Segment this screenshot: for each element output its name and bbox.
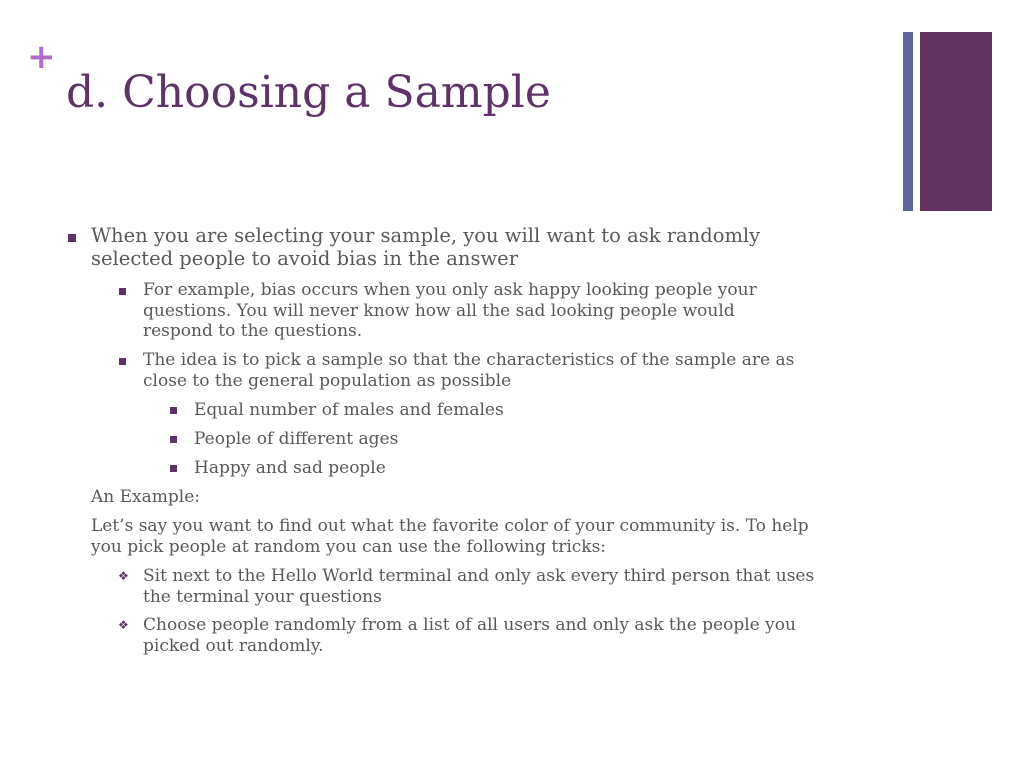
square-bullet-icon — [170, 436, 177, 443]
trick-item-text: Choose people randomly from a list of all users and only ask the people you picked out randomly. — [143, 615, 796, 656]
trick-item-text: Sit next to the Hello World terminal and only ask every third person that uses the terminal your questions — [143, 566, 815, 607]
square-bullet-icon — [119, 358, 126, 365]
diamond-bullet-icon: ❖ — [118, 618, 129, 632]
list-item-text: People of different ages — [194, 429, 399, 449]
bullet-sub-bias-text: For example, bias occurs when you only ask happy looking people your questions. You will never know how all the sad looking people would respond to the questions. — [143, 280, 757, 341]
bullet-main-text: When you are selecting your sample, you will want to ask randomly selected people to avoid bias in the answer — [91, 224, 761, 270]
square-bullet-icon — [68, 234, 76, 242]
diamond-bullet-icon: ❖ — [118, 569, 129, 583]
list-item-text: Equal number of males and females — [194, 400, 504, 420]
bullet-sub-idea-text: The idea is to pick a sample so that the characteristics of the sample are as close to the general population as possible — [143, 350, 795, 391]
plus-sign-icon: + — [27, 37, 56, 77]
decorative-bar-thick — [920, 32, 992, 211]
list-item-text: Happy and sad people — [194, 458, 386, 478]
decorative-bar-thin — [903, 32, 913, 211]
example-heading-text: An Example: — [91, 487, 200, 507]
example-paragraph-text: Let’s say you want to find out what the favorite color of your community is. To help you pick people at random you can use the following tricks: — [91, 516, 809, 557]
square-bullet-icon — [119, 288, 126, 295]
slide-title: d. Choosing a Sample — [66, 67, 551, 118]
square-bullet-icon — [170, 407, 177, 414]
square-bullet-icon — [170, 465, 177, 472]
